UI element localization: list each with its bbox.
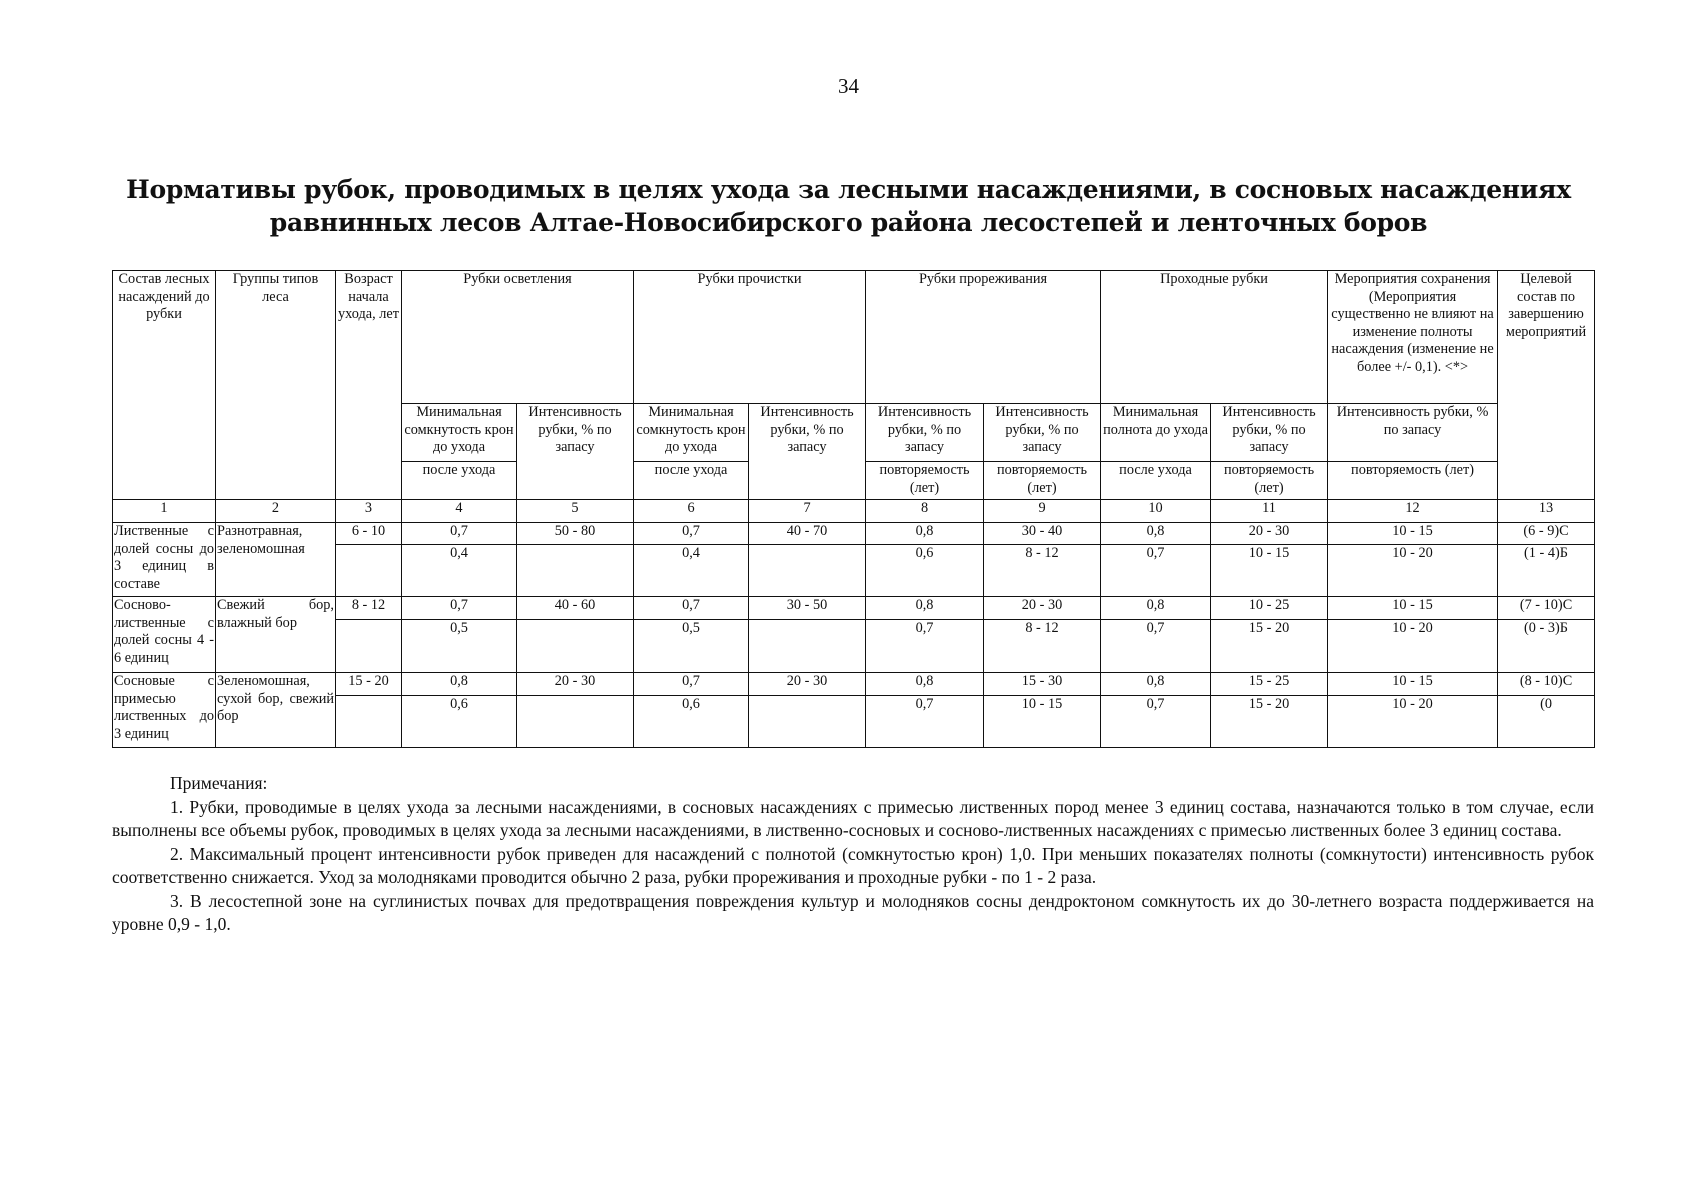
notes-heading: Примечания:	[170, 773, 268, 793]
data-cell: 10 - 15	[1328, 673, 1498, 696]
subheader-repeat-preservation: повторяемость (лет)	[1328, 462, 1498, 500]
column-number: 1	[113, 500, 216, 523]
data-cell: 20 - 30	[749, 673, 866, 696]
data-cell: 10 - 15	[1211, 545, 1328, 597]
forest-types-cell: Разнотравная, зеленомошная	[216, 523, 336, 597]
data-cell	[749, 620, 866, 673]
data-cell: 0,5	[634, 620, 749, 673]
subheader-intensity: Интенсивность рубки, % по запасу	[1211, 404, 1328, 462]
data-cell: 8 - 12	[984, 620, 1101, 673]
data-cell: 0,8	[866, 673, 984, 696]
data-cell: (0	[1498, 696, 1595, 748]
subheader-repeat: повторяемость (лет)	[1211, 462, 1328, 500]
table-row	[113, 620, 1595, 673]
age-cell: 8 - 12	[336, 597, 402, 620]
data-cell: 0,7	[634, 673, 749, 696]
data-cell: 20 - 30	[984, 597, 1101, 620]
data-cell: (8 - 10)С	[1498, 673, 1595, 696]
column-number: 4	[402, 500, 517, 523]
data-cell: 20 - 30	[1211, 523, 1328, 545]
notes-section	[112, 772, 1594, 937]
data-cell: 10 - 25	[1211, 597, 1328, 620]
column-number: 10	[1101, 500, 1211, 523]
note-item: 3. В лесостепной зоне на суглинистых почвах для предотвращения повреждения культур и молодняков сосны дендроктоном сомкнутость их до 30-летнего возраста поддерживается на уровне 0,9 - 1,0.	[112, 890, 1594, 934]
data-cell: 0,5	[402, 620, 517, 673]
data-cell: 15 - 25	[1211, 673, 1328, 696]
data-cell	[749, 696, 866, 748]
column-number: 6	[634, 500, 749, 523]
table-row	[113, 523, 1595, 545]
subheader-repeat: повторяемость (лет)	[866, 462, 984, 500]
data-cell: 0,7	[1101, 545, 1211, 597]
data-cell: 0,8	[1101, 523, 1211, 545]
age-cell	[336, 696, 402, 748]
data-cell: (0 - 3)Б	[1498, 620, 1595, 673]
data-cell: 40 - 60	[517, 597, 634, 620]
column-number: 9	[984, 500, 1101, 523]
subheader-after-care: после ухода	[634, 462, 749, 500]
data-cell	[517, 696, 634, 748]
column-number: 5	[517, 500, 634, 523]
data-cell: 0,7	[866, 696, 984, 748]
composition-cell: Лиственные с долей сосны до 3 единиц в составе	[113, 523, 216, 597]
column-number: 7	[749, 500, 866, 523]
data-cell: 15 - 20	[1211, 696, 1328, 748]
subheader-after-care: после ухода	[402, 462, 517, 500]
data-cell: 10 - 20	[1328, 545, 1498, 597]
age-cell: 15 - 20	[336, 673, 402, 696]
page-number: 34	[838, 74, 859, 98]
header-thinning-cutting: Рубки прореживания	[866, 271, 1101, 404]
column-number: 2	[216, 500, 336, 523]
data-cell: 30 - 40	[984, 523, 1101, 545]
column-number: 11	[1211, 500, 1328, 523]
composition-cell: Сосново-лиственные с долей сосны 4 - 6 единиц	[113, 597, 216, 673]
data-cell: 0,6	[866, 545, 984, 597]
table-row	[113, 545, 1595, 597]
data-cell: 0,4	[402, 545, 517, 597]
data-cell: 15 - 30	[984, 673, 1101, 696]
age-cell	[336, 620, 402, 673]
subheader-repeat: повторяемость (лет)	[984, 462, 1101, 500]
header-preservation-measures: Мероприятия сохранения (Мероприятия существенно не влияют на изменение полноты насаждения (изменение не более +/- 0,1). <*>	[1328, 271, 1498, 404]
data-cell: 50 - 80	[517, 523, 634, 545]
data-cell: 0,8	[402, 673, 517, 696]
data-cell: 0,8	[1101, 673, 1211, 696]
composition-cell: Сосновые с примесью лиственных до 3 единиц	[113, 673, 216, 748]
forest-types-cell: Зеленомошная, сухой бор, свежий бор	[216, 673, 336, 748]
header-row-1	[113, 271, 1595, 404]
header-target-composition: Целевой состав по завершению мероприятий	[1498, 271, 1595, 500]
title-line-2: равнинных лесов Алтае-Новосибирского района лесостепей и ленточных боров	[269, 208, 1428, 237]
data-cell: 10 - 15	[1328, 597, 1498, 620]
data-cell: 0,7	[1101, 696, 1211, 748]
table-row	[113, 673, 1595, 696]
data-cell: 0,7	[1101, 620, 1211, 673]
data-cell: 0,4	[634, 545, 749, 597]
subheader-intensity: Интенсивность рубки, % по запасу	[866, 404, 984, 462]
subheader-min-canopy: Минимальная сомкнутость крон до ухода	[402, 404, 517, 462]
data-cell: 0,7	[402, 523, 517, 545]
column-number: 8	[866, 500, 984, 523]
data-cell: 0,7	[634, 597, 749, 620]
data-cell	[517, 620, 634, 673]
data-cell: 0,7	[402, 597, 517, 620]
column-number: 12	[1328, 500, 1498, 523]
title-line-1: Нормативы рубок, проводимых в целях ухода за лесными насаждениями, в сосновых насаждениях	[126, 175, 1571, 204]
column-number-row	[113, 500, 1595, 523]
subheader-after-care: после ухода	[1101, 462, 1211, 500]
data-cell: 10 - 20	[1328, 620, 1498, 673]
data-cell	[517, 545, 634, 597]
header-passage-cutting: Проходные рубки	[1101, 271, 1328, 404]
data-cell: 0,8	[866, 597, 984, 620]
header-clarification-cutting: Рубки осветления	[402, 271, 634, 404]
forest-types-cell: Свежий бор, влажный бор	[216, 597, 336, 673]
subheader-min-canopy: Минимальная сомкнутость крон до ухода	[634, 404, 749, 462]
data-cell: (6 - 9)С	[1498, 523, 1595, 545]
norms-table	[112, 270, 1595, 748]
document-title	[120, 173, 1577, 239]
table-row	[113, 696, 1595, 748]
age-cell: 6 - 10	[336, 523, 402, 545]
data-cell: 8 - 12	[984, 545, 1101, 597]
table-row	[113, 597, 1595, 620]
data-cell: 0,7	[866, 620, 984, 673]
data-cell: 0,7	[634, 523, 749, 545]
header-forest-type-groups: Группы типов леса	[216, 271, 336, 500]
data-cell: 15 - 20	[1211, 620, 1328, 673]
data-cell: 30 - 50	[749, 597, 866, 620]
data-cell: 0,8	[866, 523, 984, 545]
subheader-intensity: Интенсивность рубки, % по запасу	[984, 404, 1101, 462]
column-number: 13	[1498, 500, 1595, 523]
note-item: 1. Рубки, проводимые в целях ухода за лесными насаждениями, в сосновых насаждениях с примесью лиственных пород менее 3 единиц состава, назначаются только в том случае, если выполнены все объемы рубок, проводимых в целях ухода за лесными насаждениями, в лиственно-сосновых и сосново-лиственных насаждениях с примесью лиственных более 3 единиц состава.	[112, 796, 1594, 840]
header-cleaning-cutting: Рубки прочистки	[634, 271, 866, 404]
data-cell: (7 - 10)С	[1498, 597, 1595, 620]
header-start-age: Возраст начала ухода, лет	[336, 271, 402, 500]
subheader-intensity: Интенсивность рубки, % по запасу	[749, 404, 866, 500]
data-cell: (1 - 4)Б	[1498, 545, 1595, 597]
subheader-intensity: Интенсивность рубки, % по запасу	[517, 404, 634, 500]
data-cell: 10 - 15	[1328, 523, 1498, 545]
column-number: 3	[336, 500, 402, 523]
header-composition: Состав лесных насаждений до рубки	[113, 271, 216, 500]
data-cell: 0,8	[1101, 597, 1211, 620]
subheader-intensity-preservation: Интенсивность рубки, % по запасу	[1328, 404, 1498, 462]
data-cell: 40 - 70	[749, 523, 866, 545]
data-cell: 20 - 30	[517, 673, 634, 696]
note-item: 2. Максимальный процент интенсивности рубок приведен для насаждений с полнотой (сомкнутостью крон) 1,0. При меньших показателях полноты (сомкнутости) интенсивность рубок соответственно снижается. Уход за молодняками проводится обычно 2 раза, рубки прореживания и проходные рубки - по 1 - 2 раза.	[112, 843, 1594, 887]
age-cell	[336, 545, 402, 597]
data-cell	[749, 545, 866, 597]
data-cell: 10 - 20	[1328, 696, 1498, 748]
data-cell: 0,6	[402, 696, 517, 748]
subheader-min-density: Минимальная полнота до ухода	[1101, 404, 1211, 462]
data-cell: 10 - 15	[984, 696, 1101, 748]
data-cell: 0,6	[634, 696, 749, 748]
